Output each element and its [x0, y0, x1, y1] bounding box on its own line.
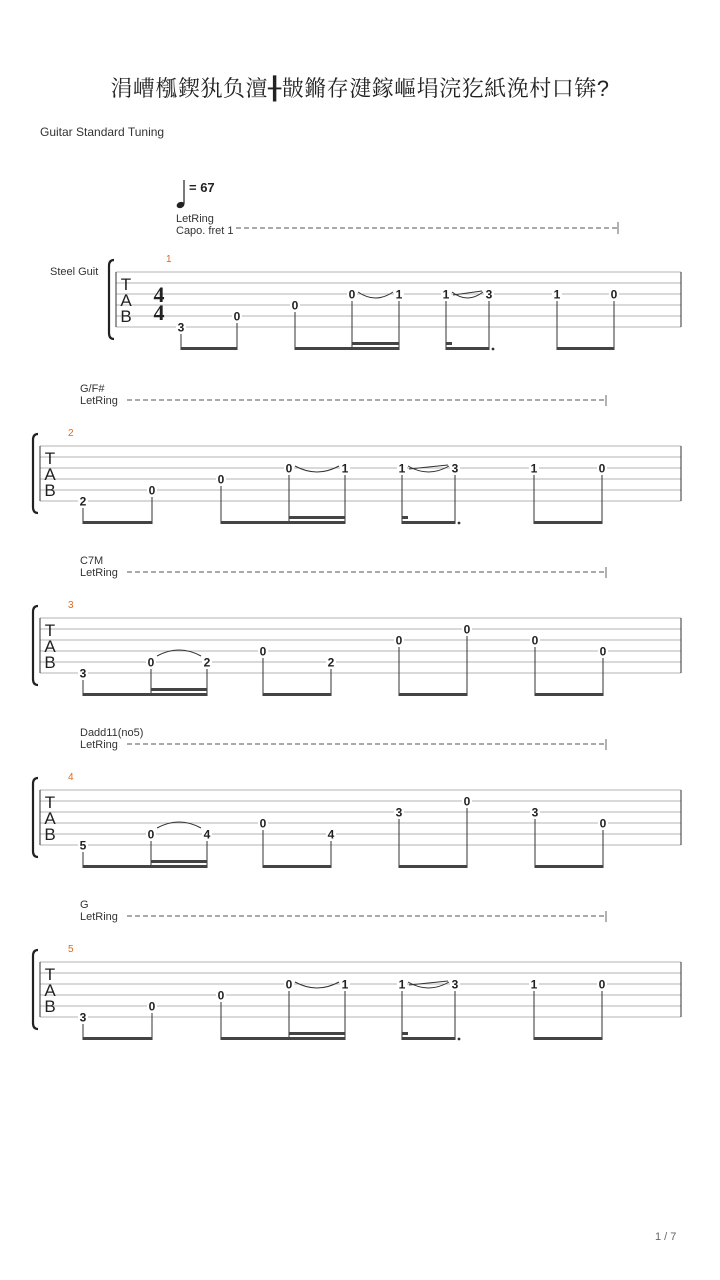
note-beam: [352, 342, 399, 345]
system-bracket: [109, 260, 114, 339]
time-signature-denominator: 4: [153, 300, 165, 325]
fret-number: 0: [217, 472, 225, 487]
fret-number: 1: [553, 287, 561, 302]
fret-number: 0: [217, 988, 225, 1003]
bar-number: 1: [166, 254, 172, 265]
system-bracket: [33, 606, 38, 685]
note-beam: [402, 1032, 408, 1035]
note-beam: [295, 347, 399, 350]
fret-number: 1: [341, 977, 349, 992]
tie-arc: [358, 292, 393, 298]
tie-arc: [295, 466, 339, 472]
fret-number: 3: [531, 805, 539, 820]
fret-number: 0: [285, 461, 293, 476]
track-name: Steel Guit: [50, 266, 99, 278]
tab-clef-letter: B: [44, 481, 56, 500]
note-beam: [402, 1037, 455, 1040]
tab-clef-letter: T: [44, 793, 56, 812]
note-beam: [181, 347, 237, 350]
fret-number: 0: [259, 816, 267, 831]
fret-number: 1: [398, 461, 406, 476]
chord-name: Dadd11(no5): [80, 727, 144, 739]
fret-number: 3: [485, 287, 493, 302]
system-bracket: [33, 950, 38, 1029]
tab-clef-letter: B: [44, 653, 56, 672]
fret-number: 1: [341, 461, 349, 476]
tab-clef-letter: A: [44, 981, 56, 1000]
song-title: 涓嶆槬鍥犱负澶╂皵鏅存湕鎵嶇埍浣犵紙浼村口锛?: [110, 76, 610, 101]
bar-number: 2: [68, 428, 74, 439]
fret-number: 4: [327, 827, 335, 842]
note-beam: [534, 521, 602, 524]
fret-number: 1: [530, 977, 538, 992]
tab-clef-letter: T: [120, 275, 132, 294]
tab-clef-letter: T: [44, 621, 56, 640]
fret-number: 5: [79, 838, 87, 853]
fret-number: 0: [259, 644, 267, 659]
fret-number: 1: [442, 287, 450, 302]
time-signature-numerator: 4: [153, 282, 165, 307]
fret-number: 2: [79, 494, 87, 509]
note-beam: [289, 516, 345, 519]
fret-number: 0: [463, 622, 471, 637]
tab-clef-letter: T: [44, 449, 56, 468]
note-beam: [151, 688, 207, 691]
note-beam: [263, 693, 331, 696]
note-beam: [399, 693, 467, 696]
page-number: 1 / 7: [655, 1231, 677, 1243]
tab-clef-letter: B: [44, 997, 56, 1016]
note-beam: [535, 865, 603, 868]
fret-number: 4: [203, 827, 211, 842]
tab-clef-letter: A: [44, 465, 56, 484]
fret-number: 3: [451, 461, 459, 476]
note-beam: [399, 865, 467, 868]
chord-name: G/F#: [80, 383, 105, 395]
note-beam: [557, 347, 614, 350]
let-ring-label: LetRing: [80, 395, 118, 407]
fret-number: 0: [395, 633, 403, 648]
note-beam: [535, 693, 603, 696]
note-beam: [402, 521, 455, 524]
tab-clef-letter: A: [120, 291, 132, 310]
dot: [458, 1038, 461, 1041]
tab-clef-letter: A: [44, 637, 56, 656]
fret-number: 0: [599, 816, 607, 831]
fret-number: 3: [79, 666, 87, 681]
fret-number: 3: [177, 320, 185, 335]
let-ring-label: LetRing: [80, 567, 118, 579]
note-beam: [83, 521, 152, 524]
note-beam: [221, 1037, 345, 1040]
note-beam: [83, 693, 207, 696]
tab-clef-letter: B: [120, 307, 132, 326]
bar-number: 3: [68, 600, 74, 611]
tempo-value: = 67: [189, 180, 215, 195]
fret-number: 0: [348, 287, 356, 302]
fret-number: 0: [599, 644, 607, 659]
note-beam: [83, 865, 207, 868]
fret-number: 0: [610, 287, 618, 302]
chord-name: G: [80, 899, 89, 911]
note-beam: [221, 521, 345, 524]
system-bracket: [33, 778, 38, 857]
fret-number: 3: [395, 805, 403, 820]
fret-number: 1: [398, 977, 406, 992]
note-beam: [289, 1032, 345, 1035]
slide-line: [409, 981, 448, 985]
fret-number: 0: [285, 977, 293, 992]
fret-number: 2: [327, 655, 335, 670]
bar-number: 4: [68, 772, 74, 783]
fret-number: 0: [233, 309, 241, 324]
tab-clef-letter: T: [44, 965, 56, 984]
fret-number: 1: [530, 461, 538, 476]
note-beam: [83, 1037, 152, 1040]
tuning-label: Guitar Standard Tuning: [40, 125, 165, 139]
fret-number: 0: [148, 999, 156, 1014]
let-ring-label: LetRing: [80, 911, 118, 923]
fret-number: 0: [148, 483, 156, 498]
fret-number: 0: [291, 298, 299, 313]
tab-clef-letter: A: [44, 809, 56, 828]
let-ring-label-top: LetRing: [176, 213, 214, 225]
fret-number: 0: [598, 461, 606, 476]
fret-number: 1: [395, 287, 403, 302]
note-beam: [446, 342, 452, 345]
fret-number: 3: [451, 977, 459, 992]
note-beam: [534, 1037, 602, 1040]
note-beam: [263, 865, 331, 868]
tab-clef-letter: B: [44, 825, 56, 844]
dot: [492, 348, 495, 351]
system-bracket: [33, 434, 38, 513]
dot: [458, 522, 461, 525]
note-beam: [151, 860, 207, 863]
fret-number: 0: [147, 655, 155, 670]
let-ring-label: LetRing: [80, 739, 118, 751]
fret-number: 0: [463, 794, 471, 809]
note-beam: [402, 516, 408, 519]
bar-number: 5: [68, 944, 74, 955]
fret-number: 0: [147, 827, 155, 842]
capo-label: Capo. fret 1: [176, 225, 234, 237]
chord-name: C7M: [80, 555, 104, 567]
fret-number: 3: [79, 1010, 87, 1025]
tie-arc: [295, 982, 339, 988]
fret-number: 2: [203, 655, 211, 670]
note-beam: [446, 347, 489, 350]
fret-number: 0: [598, 977, 606, 992]
fret-number: 0: [531, 633, 539, 648]
